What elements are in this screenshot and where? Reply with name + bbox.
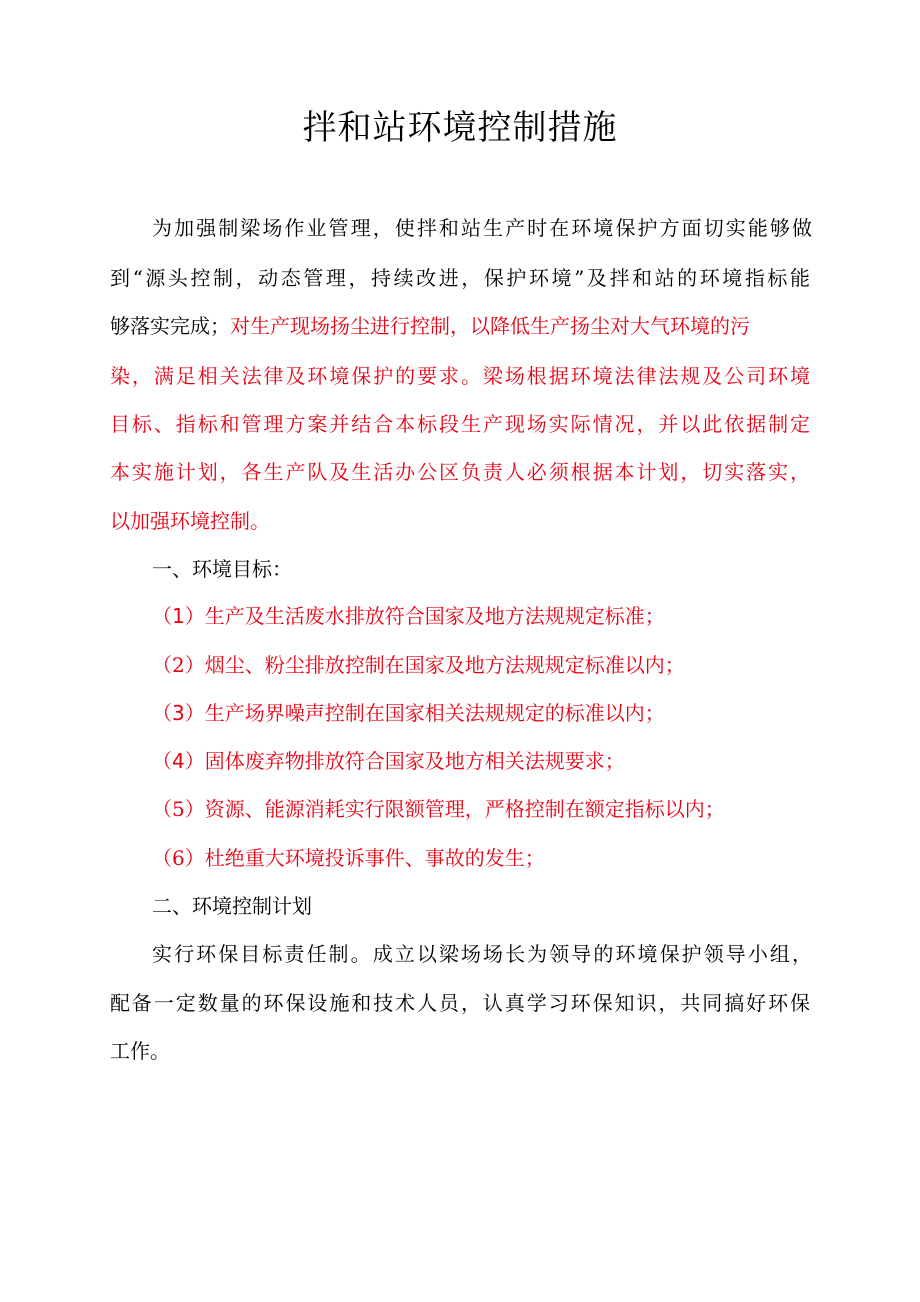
section2-heading: 二、环境控制计划: [152, 894, 312, 918]
section2-line-3: 工作。: [110, 1039, 170, 1063]
goal-item-4: （4）固体废弃物排放符合国家及地方相关法规要求；: [152, 749, 625, 773]
goal-item-2: （2）烟尘、粉尘排放控制在国家及地方法规规定标准以内；: [152, 653, 685, 677]
section2-line-1: 实行环保目标责任制。成立以梁场场长为领导的环境保护领导小组，: [152, 942, 812, 966]
goal-item-6: （6）杜绝重大环境投诉事件、事故的发生；: [152, 846, 545, 870]
goal-item-5: （5）资源、能源消耗实行限额管理，严格控制在额定指标以内；: [152, 797, 725, 821]
goal-item-1: （1）生产及生活废水排放符合国家及地方法规规定标准；: [152, 604, 665, 628]
intro-line-1: 为加强制梁场作业管理，使拌和站生产时在环境保护方面切实能够做: [152, 216, 812, 240]
intro-line-3-black: 够落实完成；: [110, 314, 230, 338]
section2-line-2: 配备一定数量的环保设施和技术人员，认真学习环保知识，共同搞好环保: [110, 991, 810, 1015]
section1-heading: 一、环境目标：: [152, 557, 292, 581]
intro-line-7: 以加强环境控制。: [110, 509, 270, 533]
document-title: 拌和站环境控制措施: [302, 108, 618, 148]
intro-line-6: 本实施计划，各生产队及生活办公区负责人必须根据本计划，切实落实，: [110, 460, 810, 484]
goal-item-3: （3）生产场界噪声控制在国家相关法规规定的标准以内；: [152, 701, 665, 725]
intro-line-2: 到“源头控制，动态管理，持续改进，保护环境”及拌和站的环境指标能: [110, 266, 810, 290]
intro-line-3: [110, 310, 810, 339]
intro-line-4: 染，满足相关法律及环境保护的要求。梁场根据环境法律法规及公司环境: [110, 364, 810, 388]
intro-line-5: 目标、指标和管理方案并结合本标段生产现场实际情况，并以此依据制定: [110, 412, 810, 436]
intro-line-3-red: 对生产现场扬尘进行控制，以降低生产扬尘对大气环境的污: [230, 314, 750, 338]
